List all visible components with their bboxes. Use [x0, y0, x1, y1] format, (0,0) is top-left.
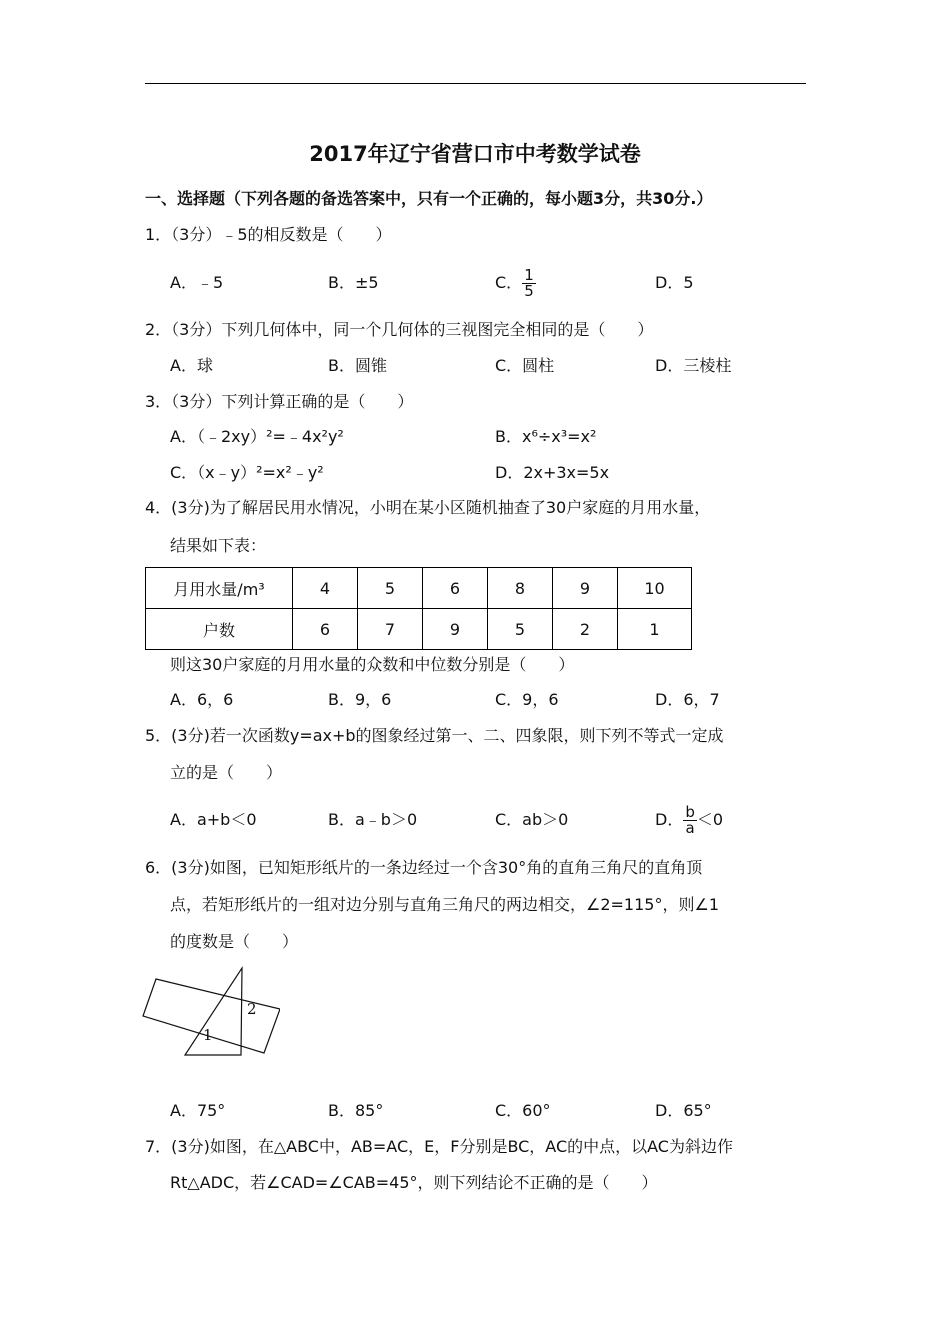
q5-stem-line2: 立的是（ ）	[170, 763, 283, 782]
q3-option-d: D．2x+3x=5x	[495, 463, 610, 482]
table-cell: 6	[423, 568, 488, 609]
angle-1-label: 1	[203, 1026, 213, 1044]
q1-fraction-num: 1	[524, 266, 534, 284]
section-heading: 一、选择题（下列各题的备选答案中，只有一个正确的，每小题3分，共30分.）	[145, 189, 713, 208]
q6-option-a: A．75°	[170, 1101, 226, 1120]
q5-fraction-den: a	[685, 819, 695, 837]
table-cell: 9	[423, 609, 488, 650]
q4-stem-line2: 结果如下表：	[170, 536, 267, 555]
table-cell: 10	[618, 568, 692, 609]
q6-stem-line2: 点，若矩形纸片的一组对边分别与直角三角尺的两边相交，∠2=115°，则∠1	[170, 895, 719, 914]
q6-stem-line3: 的度数是（ ）	[170, 932, 299, 951]
table-cell: 4	[293, 568, 358, 609]
q7-stem-line2: Rt△ADC，若∠CAD=∠CAB=45°，则下列结论不正确的是（ ）	[170, 1173, 658, 1192]
q2-option-d: D．三棱柱	[655, 356, 732, 375]
table-cell: 1	[618, 609, 692, 650]
table-cell: 6	[293, 609, 358, 650]
q4-option-b: B．9，6	[328, 690, 392, 709]
q5-option-a: A．a+b＜0	[170, 810, 257, 829]
q3-option-c: C．（x﹣y）²=x²﹣y²	[170, 463, 324, 482]
table-cell: 5	[358, 568, 423, 609]
table-cell: 2	[553, 609, 618, 650]
q5-stem-line1: 5．(3分)若一次函数y=ax+b的图象经过第一、二、四象限，则下列不等式一定成	[145, 726, 724, 745]
q1-option-d: D．5	[655, 273, 694, 292]
q7-stem-line1: 7．(3分)如图，在△ABC中，AB=AC，E，F分别是BC，AC的中点，以AC为斜边作	[145, 1137, 733, 1156]
q1-stem: 1．（3分）﹣5的相反数是（ ）	[145, 225, 392, 244]
table-row	[146, 568, 692, 609]
q4-question: 则这30户家庭的月用水量的众数和中位数分别是（ ）	[170, 655, 575, 674]
water-usage-table	[145, 567, 692, 650]
q1-option-b: B．±5	[328, 273, 379, 292]
table-cell: 8	[488, 568, 553, 609]
q2-option-c: C．圆柱	[495, 356, 555, 375]
q2-option-a: A．球	[170, 356, 213, 375]
q4-stem-line1: 4．(3分)为了解居民用水情况，小明在某小区随机抽查了30户家庭的月用水量，	[145, 498, 711, 517]
q5-option-c: C．ab＞0	[495, 810, 569, 829]
page-title: 2017年辽宁省营口市中考数学试卷	[309, 142, 641, 166]
q4-option-c: C．9，6	[495, 690, 559, 709]
q3-stem: 3．（3分）下列计算正确的是（ ）	[145, 392, 414, 411]
q3-option-a: A．（﹣2xy）²=﹣4x²y²	[170, 427, 344, 446]
q5-option-d	[655, 802, 723, 838]
q2-stem: 2．（3分）下列几何体中，同一个几何体的三视图完全相同的是（ ）	[145, 320, 654, 339]
q5-option-d-label: D．	[655, 810, 684, 829]
q2-option-b: B．圆锥	[328, 356, 387, 375]
table-cell: 9	[553, 568, 618, 609]
table-cell: 7	[358, 609, 423, 650]
q1-fraction	[522, 268, 536, 299]
q6-option-b: B．85°	[328, 1101, 384, 1120]
q1-option-c-label: C．	[495, 273, 523, 292]
header-rule	[145, 83, 806, 84]
q4-option-d: D．6，7	[655, 690, 720, 709]
angle-2-label: 2	[247, 1000, 257, 1018]
table-cell: 月用水量/m³	[146, 568, 293, 609]
right-triangle-shape	[185, 968, 242, 1055]
q1-option-c	[495, 265, 536, 301]
q6-figure	[140, 962, 280, 1062]
q6-option-d: D．65°	[655, 1101, 712, 1120]
q3-option-b: B．x⁶÷x³=x²	[495, 427, 597, 446]
q5-fraction	[683, 805, 697, 836]
q5-option-b: B．a﹣b＞0	[328, 810, 418, 829]
q5-fraction-num: b	[685, 803, 695, 821]
table-cell: 户数	[146, 609, 293, 650]
table-cell: 5	[488, 609, 553, 650]
table-row	[146, 609, 692, 650]
q5-option-d-tail: ＜0	[696, 810, 724, 829]
q4-option-a: A．6，6	[170, 690, 234, 709]
q6-stem-line1: 6．(3分)如图，已知矩形纸片的一条边经过一个含30°角的直角三角尺的直角顶	[145, 858, 703, 877]
q1-fraction-den: 5	[524, 282, 534, 300]
q6-option-c: C．60°	[495, 1101, 551, 1120]
q1-option-a: A．﹣5	[170, 273, 224, 292]
